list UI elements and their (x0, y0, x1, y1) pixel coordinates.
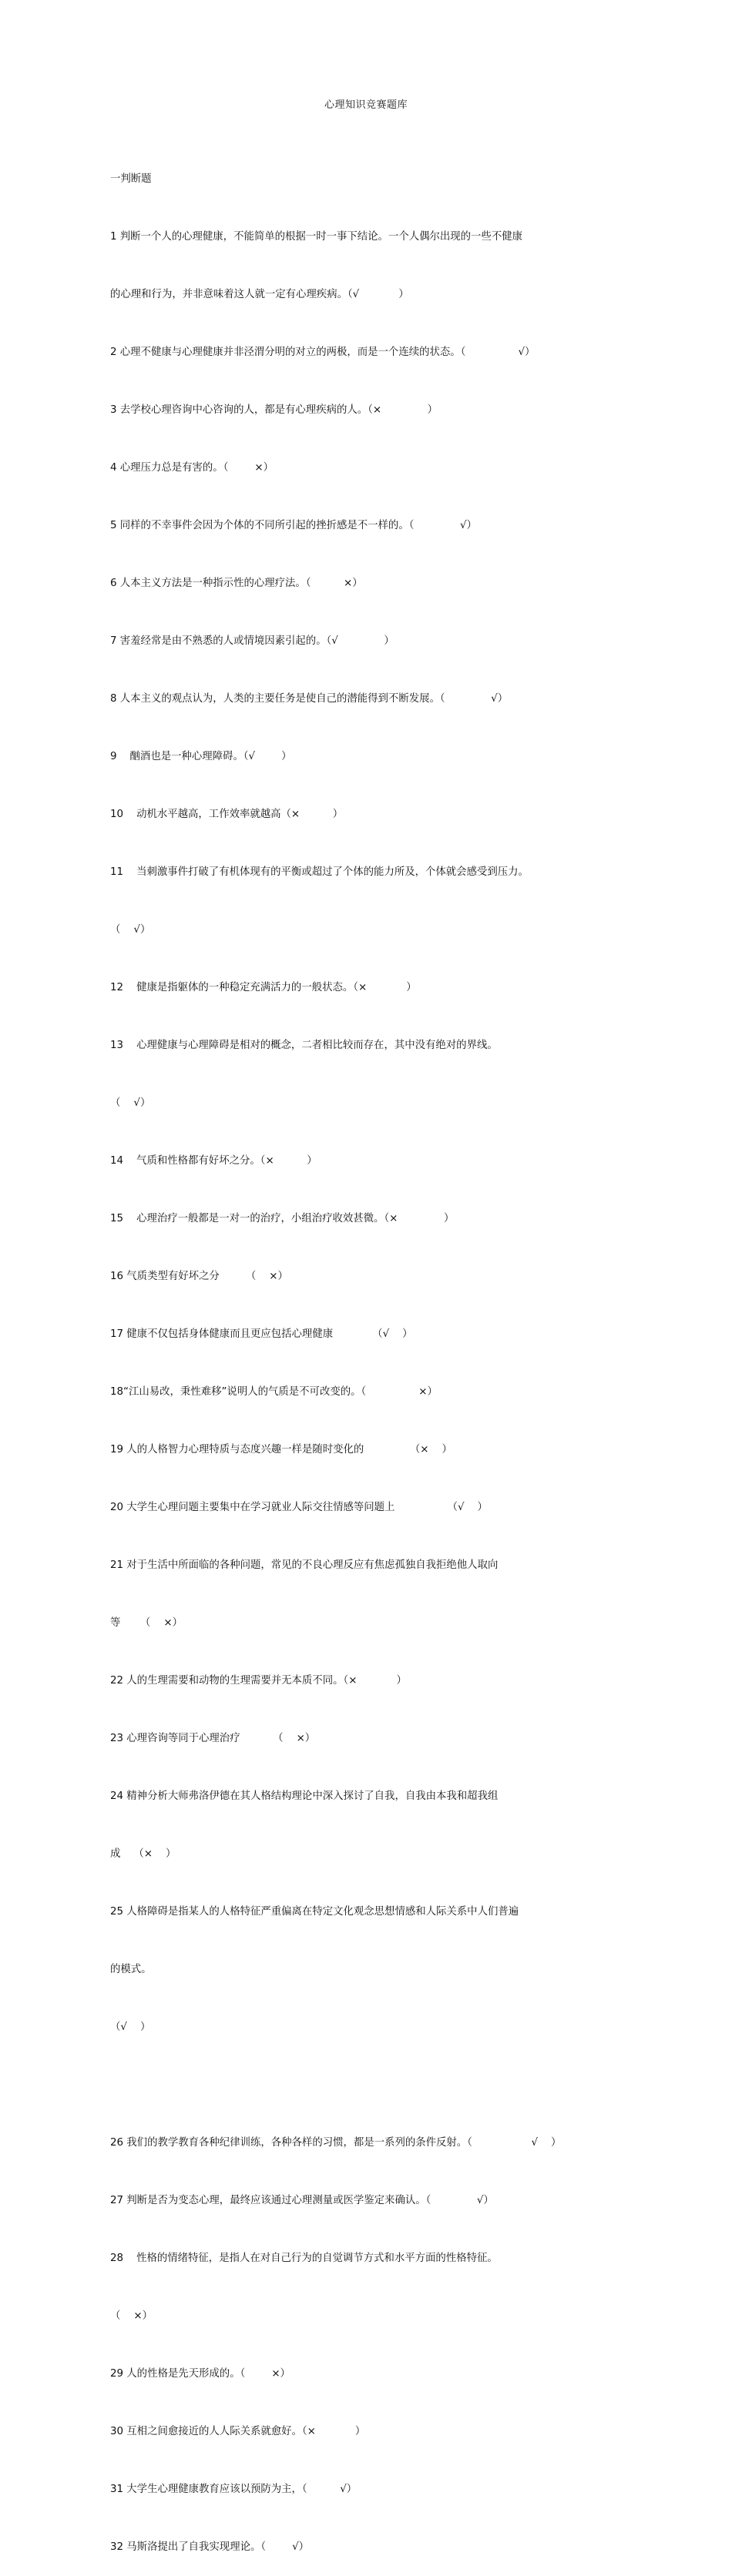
question-line: 4 心理压力总是有害的。（ ×） (110, 462, 274, 474)
question-line: 18“江山易改，秉性难移”说明人的气质是不可改变的。（ ×） (110, 1386, 438, 1398)
question-line: 20 大学生心理问题主要集中在学习就业人际交往情感等问题上 （√ ） (110, 1502, 488, 1513)
question-line: （√ ） (110, 2022, 151, 2033)
question-line: 27 判断是否为变态心理，最终应该通过心理测量或医学鉴定来确认。（ √） (110, 2195, 494, 2206)
question-list (110, 131, 634, 2576)
question-line: 3 去学校心理咨询中心咨询的人，都是有心理疾病的人。（× ） (110, 404, 438, 416)
question-line: 11 当刺激事件打破了有机体现有的平衡或超过了个体的能力所及，个体就会感受到压力。 (110, 866, 529, 878)
question-line: 23 心理咨询等同于心理治疗 （ ×） (110, 1733, 316, 1744)
question-line: 22 人的生理需要和动物的生理需要并无本质不同。（× ） (110, 1675, 407, 1687)
question-line: 9 酗酒也是一种心理障碍。（√ ） (110, 751, 292, 762)
question-line: 15 心理治疗一般都是一对一的治疗，小组治疗收效甚微。（× ） (110, 1213, 455, 1224)
document-title: 心理知识竞赛题库 (324, 99, 408, 111)
question-line: 25 人格障碍是指某人的人格特征严重偏离在特定文化观念思想情感和人际关系中人们普遍 (110, 1906, 519, 1918)
question-line: 1 判断一个人的心理健康，不能简单的根据一时一事下结论。一个人偶尔出现的一些不健康 (110, 231, 523, 243)
question-line: 5 同样的不幸事件会因为个体的不同所引起的挫折感是不一样的。（ √） (110, 520, 477, 531)
question-line: 等 （ ×） (110, 1617, 183, 1629)
question-line: 10 动机水平越高，工作效率就越高（× ） (110, 809, 344, 820)
question-line: 13 心理健康与心理障碍是相对的概念，二者相比较而存在，其中没有绝对的界线。 (110, 1040, 498, 1051)
question-line: 14 气质和性格都有好坏之分。（× ） (110, 1155, 317, 1167)
question-line: 的心理和行为，并非意味着这人就一定有心理疾病。（√ ） (110, 289, 409, 300)
question-line: 24 精神分析大师弗洛伊德在其人格结构理论中深入探讨了自我，自我由本我和超我组 (110, 1790, 499, 1802)
question-line: 的模式。 (110, 1964, 152, 1975)
question-line: 29 人的性格是先天形成的。（ ×） (110, 2368, 290, 2380)
question-line: 2 心理不健康与心理健康并非泾渭分明的对立的两极，而是一个连续的状态。（ √） (110, 347, 536, 358)
question-line: 26 我们的教学教育各种纪律训练，各种各样的习惯，都是一系列的条件反射。（ √ ） (110, 2137, 562, 2149)
question-line: 6 人本主义方法是一种指示性的心理疗法。（ ×） (110, 578, 363, 589)
question-line: 31 大学生心理健康教育应该以预防为主，（ √） (110, 2484, 358, 2495)
question-line: 32 马斯洛提出了自我实现理论。（ √） (110, 2541, 310, 2553)
question-line: 21 对于生活中所面临的各种问题，常见的不良心理反应有焦虑孤独自我拒绝他人取向 (110, 1559, 499, 1571)
question-line: 30 互相之间愈接近的人人际关系就愈好。（× ） (110, 2426, 366, 2437)
question-line: （ √） (110, 1097, 151, 1109)
question-line: 8 人本主义的观点认为，人类的主要任务是使自己的潜能得到不断发展。（ √） (110, 693, 509, 705)
question-line: 17 健康不仅包括身体健康而且更应包括心理健康 （√ ） (110, 1328, 413, 1340)
question-line: 16 气质类型有好坏之分 （ ×） (110, 1271, 288, 1282)
question-line: 19 人的人格智力心理特质与态度兴趣一样是随时变化的 （× ） (110, 1444, 452, 1455)
question-line: （ ×） (110, 2310, 153, 2322)
question-line: 成 （× ） (110, 1848, 176, 1860)
question-line: 7 害羞经常是由不熟悉的人或情境因素引起的。（√ ） (110, 635, 395, 647)
question-line: 28 性格的情绪特征，是指人在对自己行为的自觉调节方式和水平方面的性格特征。 (110, 2253, 498, 2264)
question-line: （ √） (110, 924, 151, 936)
question-line: 12 健康是指躯体的一种稳定充满活力的一般状态。（× ） (110, 982, 417, 993)
blank-gap (110, 2075, 634, 2095)
section-heading: 一判断题 (110, 173, 152, 185)
